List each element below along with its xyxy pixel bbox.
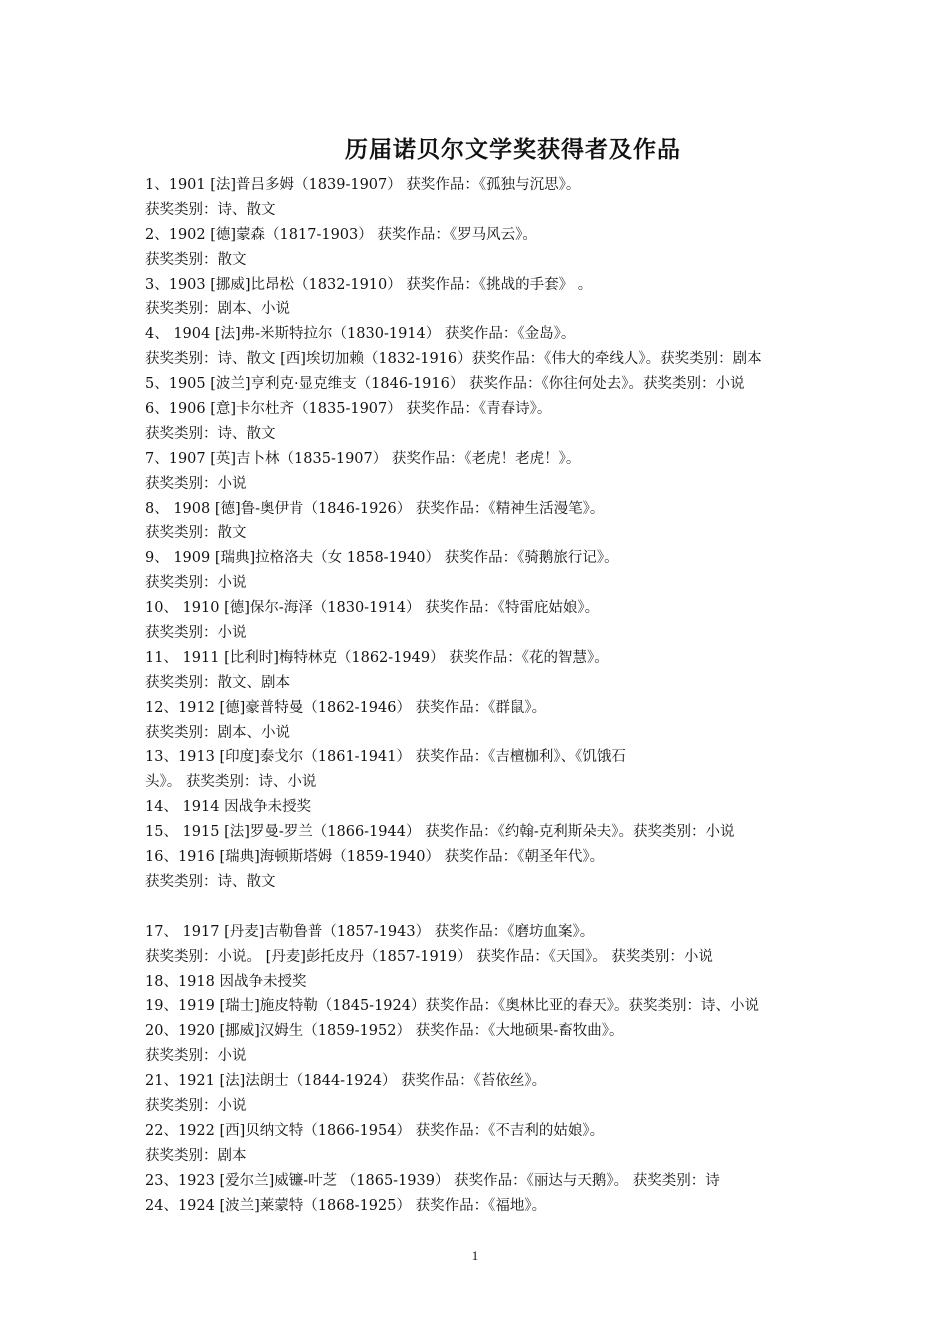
text-line: 11、 1911 [比利时]梅特林克（1862-1949） 获奖作品：《花的智慧》。	[145, 649, 609, 666]
text-line: 获奖类别：小说	[145, 575, 247, 592]
text-line: 头》。 获奖类别：诗、小说	[145, 774, 317, 791]
text-line: 21、1921 [法]法朗士（1844-1924） 获奖作品：《苔依丝》。	[145, 1073, 547, 1090]
laureate-list	[145, 173, 815, 1218]
page-title: 历届诺贝尔文学奖获得者及作品	[345, 137, 681, 163]
text-line: 10、 1910 [德]保尔-海泽（1830-1914） 获奖作品：《特雷庇姑娘》。	[145, 600, 600, 617]
text-line: 19、1919 [瑞士]施皮特勒（1845-1924）获奖作品：《奥林比亚的春天》。获奖类别：诗、小说	[145, 998, 759, 1015]
text-line: 3、1903 [挪威]比昂松（1832-1910） 获奖作品：《挑战的手套》 。	[145, 276, 593, 293]
text-line: 14、 1914 因战争未授奖	[145, 799, 312, 816]
text-line: 获奖类别：诗、散文 [西]埃切加赖（1832-1916）获奖作品：《伟大的牵线人》。获奖类别：剧本	[145, 351, 762, 368]
text-line: 获奖类别：散文、剧本	[145, 674, 290, 691]
text-line: 获奖类别：诗、散文	[145, 873, 276, 890]
text-line: 24、1924 [波兰]莱蒙特（1868-1925） 获奖作品：《福地》。	[145, 1197, 547, 1214]
text-line: 获奖类别：诗、散文	[145, 201, 276, 218]
text-line: 获奖类别：小说	[145, 1048, 247, 1065]
text-line: 13、1913 [印度]泰戈尔（1861-1941） 获奖作品：《吉檀枷利》、《饥饿石	[145, 749, 626, 766]
text-line: 2、1902 [德]蒙森（1817-1903） 获奖作品：《罗马风云》。	[145, 226, 537, 243]
page-number: 1	[471, 1248, 479, 1263]
text-line: 获奖类别：小说。 [丹麦]彭托皮丹（1857-1919） 获奖作品：《天国》。 获奖类别：小说	[145, 948, 713, 965]
text-line: 6、1906 [意]卡尔杜齐（1835-1907） 获奖作品：《青春诗》。	[145, 401, 552, 418]
text-line: 获奖类别：剧本	[145, 1147, 247, 1164]
text-line: 获奖类别：小说	[145, 475, 247, 492]
text-line: 5、1905 [波兰]亨利克·显克维支（1846-1916） 获奖作品：《你往何处去》。获奖类别：小说	[145, 376, 745, 393]
text-line: 23、1923 [爱尔兰]威镰-叶芝 （1865-1939） 获奖作品：《丽达与天鹅》。 获奖类别：诗	[145, 1172, 720, 1189]
text-line: 获奖类别：剧本、小说	[145, 301, 290, 318]
text-line: 16、1916 [瑞典]海顿斯塔姆（1859-1940） 获奖作品：《朝圣年代》。	[145, 849, 605, 866]
text-line: 18、1918 因战争未授奖	[145, 973, 307, 990]
text-line: 获奖类别：散文	[145, 525, 247, 542]
text-line: 获奖类别：小说	[145, 1097, 247, 1114]
text-line: 20、1920 [挪威]汉姆生（1859-1952） 获奖作品：《大地硕果-畜牧曲》。	[145, 1023, 624, 1040]
text-line: 8、 1908 [德]鲁-奥伊肯（1846-1926） 获奖作品：《精神生活漫笔》。	[145, 500, 605, 517]
text-line: 获奖类别：小说	[145, 625, 247, 642]
text-line: 获奖类别：散文	[145, 251, 247, 268]
text-line: 22、1922 [西]贝纳文特（1866-1954） 获奖作品：《不吉利的姑娘》。	[145, 1122, 605, 1139]
text-line: 1、1901 [法]普吕多姆（1839-1907） 获奖作品：《孤独与沉思》。	[145, 177, 581, 193]
text-line: 7、1907 [英]吉卜林（1835-1907） 获奖作品：《老虎！老虎！》。	[145, 450, 581, 467]
text-line: 9、 1909 [瑞典]拉格洛夫（女 1858-1940） 获奖作品：《骑鹅旅行记》。	[145, 550, 619, 567]
text-line: 获奖类别：剧本、小说	[145, 724, 290, 741]
text-line: 15、 1915 [法]罗曼-罗兰（1866-1944） 获奖作品：《约翰-克利斯朵夫》。获奖类别：小说	[145, 824, 735, 841]
text-line: 4、 1904 [法]弗-米斯特拉尔（1830-1914） 获奖作品：《金岛》。	[145, 326, 576, 343]
blank-line	[145, 895, 815, 920]
text-line: 17、 1917 [丹麦]吉勒鲁普（1857-1943） 获奖作品：《磨坊血案》。	[145, 923, 595, 940]
text-line: 获奖类别：诗、散文	[145, 425, 276, 442]
text-line: 12、1912 [德]豪普特曼（1862-1946） 获奖作品：《群鼠》。	[145, 699, 547, 716]
